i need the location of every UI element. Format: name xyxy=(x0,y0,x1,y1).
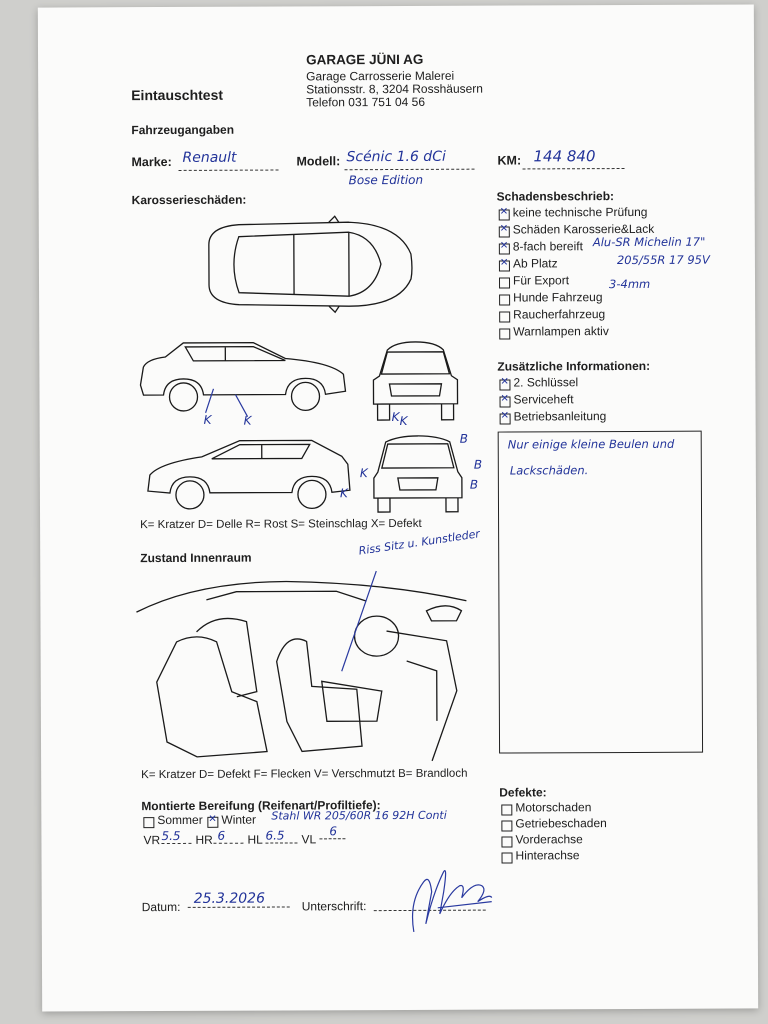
damage-note-2: 205/55R 17 95V xyxy=(616,252,710,268)
defect-item-3: Vorderachse xyxy=(515,832,583,847)
damage-item-1: keine technische Prüfung xyxy=(512,204,648,220)
additional-item-3: Betriebsanleitung xyxy=(513,409,607,424)
damage-checkbox-8[interactable] xyxy=(499,329,510,340)
company-line1: Garage Carrosserie Malerei xyxy=(306,68,455,84)
damage-note-3: 3-4mm xyxy=(608,276,651,292)
modell-label: Modell: xyxy=(296,154,341,169)
vl-value[interactable]: 6 xyxy=(319,824,345,839)
winter-label: Winter xyxy=(221,812,257,827)
hr-value[interactable]: 6 xyxy=(213,829,243,844)
additional-checkbox-2[interactable] xyxy=(500,397,511,408)
additional-title: Zusätzliche Informationen: xyxy=(497,358,651,374)
damage-item-7: Raucherfahrzeug xyxy=(513,307,606,322)
paper-sheet xyxy=(38,4,758,1011)
marke-label: Marke: xyxy=(131,154,172,170)
notes-line-2: Lackschäden. xyxy=(509,463,589,478)
defect-checkbox-1[interactable] xyxy=(501,805,512,816)
vr-label: VR xyxy=(143,833,161,848)
car-diagram-top-view xyxy=(199,214,419,315)
company-phone: Telefon 031 751 04 56 xyxy=(306,94,426,110)
company-line2: Stationsstr. 8, 3204 Rosshäusern xyxy=(306,81,483,97)
body-damage-title: Karosserieschäden: xyxy=(131,192,247,208)
car-mark-b3: B xyxy=(469,477,479,492)
damage-checkbox-6[interactable] xyxy=(499,295,510,306)
datum-value[interactable]: 25.3.2026 xyxy=(188,890,290,907)
vehicle-section-title: Fahrzeugangaben xyxy=(131,122,235,138)
notes-line-1: Nur einige kleine Beulen und xyxy=(507,436,675,452)
car-mark-k6: K xyxy=(399,413,408,428)
damage-checkbox-4[interactable] xyxy=(499,261,510,272)
damage-item-2: Schäden Karosserie&Lack xyxy=(512,221,655,237)
defect-item-4: Hinterachse xyxy=(515,848,580,863)
km-label: KM: xyxy=(497,153,522,168)
additional-item-1: 2. Schlüssel xyxy=(513,375,579,390)
defect-checkbox-2[interactable] xyxy=(501,821,512,832)
body-legend: K= Kratzer D= Delle R= Rost S= Steinschlag X= Defekt xyxy=(140,517,422,532)
damage-item-6: Hunde Fahrzeug xyxy=(513,290,603,305)
interior-title: Zustand Innenraum xyxy=(140,550,252,566)
damage-title: Schadensbeschrieb: xyxy=(496,189,615,204)
winter-checkbox[interactable] xyxy=(207,817,218,828)
tires-handwritten[interactable]: Stahl WR 205/60R 16 92H Conti xyxy=(271,808,447,823)
car-mark-k5: K xyxy=(359,466,368,481)
car-diagram-front xyxy=(365,338,465,425)
car-mark-k1: K xyxy=(203,412,212,427)
hl-label: HL xyxy=(247,832,263,847)
car-mark-k4: K xyxy=(339,486,348,501)
car-diagram-rear xyxy=(368,432,468,516)
car-diagram-left-side xyxy=(135,336,350,417)
company-name: GARAGE JÜNI AG xyxy=(306,51,424,68)
damage-item-4: Ab Platz xyxy=(512,256,558,271)
signature-label: Unterschrift: xyxy=(301,899,367,914)
car-mark-k2: K xyxy=(243,413,252,428)
km-value[interactable]: 144 840 xyxy=(533,147,596,166)
interior-note: Riss Sitz u. Kunstleder xyxy=(357,527,481,558)
damage-checkbox-5[interactable] xyxy=(499,278,510,289)
defect-item-2: Getriebeschaden xyxy=(515,816,607,831)
sommer-label: Sommer xyxy=(157,812,203,828)
modell-value[interactable]: Scénic 1.6 dCi xyxy=(346,148,446,166)
signature-drawing[interactable] xyxy=(404,862,494,938)
additional-item-2: Serviceheft xyxy=(513,392,574,407)
datum-label: Datum: xyxy=(141,899,181,915)
damage-item-3: 8-fach bereift xyxy=(512,239,583,254)
marke-value[interactable]: Renault xyxy=(182,149,237,166)
modell-value-2: Bose Edition xyxy=(348,172,424,188)
damage-checkbox-2[interactable] xyxy=(499,227,510,238)
damage-item-8: Warnlampen aktiv xyxy=(513,324,609,339)
defect-item-1: Motorschaden xyxy=(515,800,592,815)
vr-value[interactable]: 5.5 xyxy=(161,829,191,844)
defect-checkbox-4[interactable] xyxy=(502,853,513,864)
sommer-checkbox[interactable] xyxy=(143,817,154,828)
interior-legend: K= Kratzer D= Defekt F= Flecken V= Verschmutzt B= Brandloch xyxy=(141,767,468,782)
hl-value[interactable]: 6.5 xyxy=(265,828,297,843)
damage-checkbox-3[interactable] xyxy=(499,244,510,255)
car-mark-b2: B xyxy=(473,457,483,472)
damage-note-1: Alu-SR Michelin 17" xyxy=(592,234,706,250)
form-title: Eintauschtest xyxy=(131,86,224,104)
car-mark-b1: B xyxy=(459,431,468,446)
damage-item-5: Für Export xyxy=(512,273,570,288)
notes-box[interactable] xyxy=(498,431,703,754)
interior-diagram xyxy=(136,571,477,762)
car-mark-k3: K xyxy=(391,409,400,425)
tires-title: Montierte Bereifung (Reifenart/Profiltiefe): xyxy=(141,798,381,814)
vl-label: VL xyxy=(301,832,317,847)
defects-title: Defekte: xyxy=(499,785,547,800)
additional-checkbox-1[interactable] xyxy=(499,380,510,391)
damage-checkbox-7[interactable] xyxy=(499,312,510,323)
defect-checkbox-3[interactable] xyxy=(501,837,512,848)
car-diagram-right-side xyxy=(142,434,357,515)
damage-checkbox-1[interactable] xyxy=(499,210,510,221)
additional-checkbox-3[interactable] xyxy=(500,414,511,425)
hr-label: HR xyxy=(195,832,213,847)
